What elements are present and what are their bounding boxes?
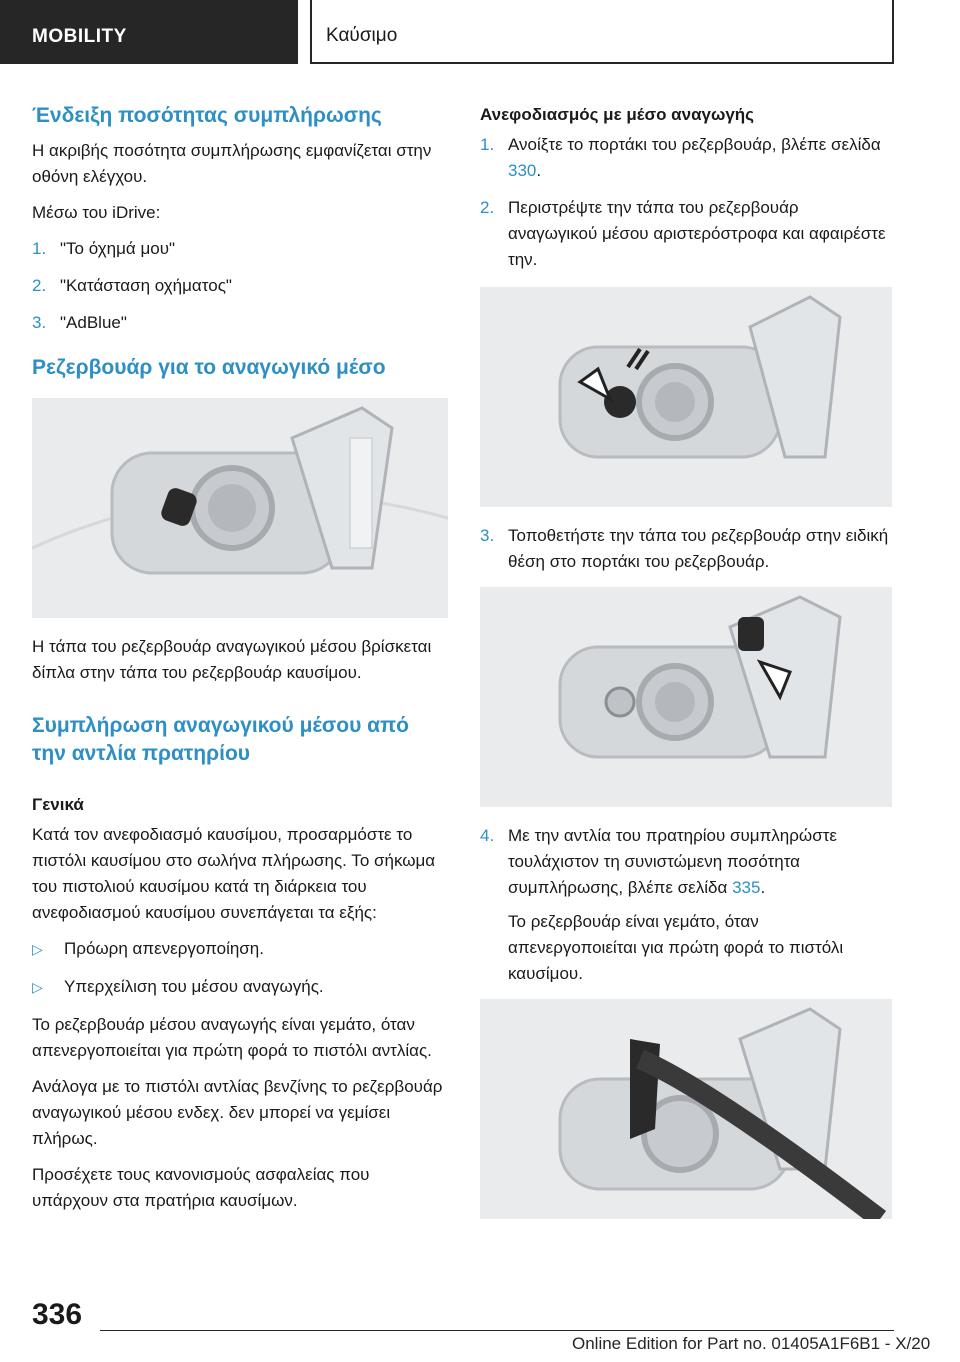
refuel-steps-a <box>480 132 892 273</box>
page-link-330[interactable]: 330 <box>508 161 537 180</box>
list-item: 2. Περιστρέψτε την τάπα του ρεζερβουάρ αναγωγικού μέσου αριστερόστροφα και αφαιρέστε την. <box>480 198 886 269</box>
left-column <box>32 102 448 1224</box>
list-item: 3. Τοποθετήστε την τάπα του ρεζερβουάρ στην ειδική θέση στο πορτάκι του ρεζερβουάρ. <box>480 526 889 571</box>
triangle-bullet-icon: ▷ <box>32 941 43 957</box>
chapter-tab <box>310 0 894 64</box>
photo-pump-nozzle <box>480 999 892 1219</box>
page-link-335[interactable]: 335 <box>732 878 761 897</box>
section-tab <box>0 0 298 64</box>
triangle-bullet-icon: ▷ <box>32 979 43 995</box>
list-item: ▷ Πρόωρη απενεργοποίηση. <box>32 936 448 962</box>
list-item: ▷ Υπερχείλιση του μέσου αναγωγής. <box>32 974 448 1000</box>
list-item: 3. "AdBlue" <box>32 313 127 332</box>
text-idrive: Μέσω του iDrive: <box>32 203 161 222</box>
list-item: 2. "Κατάσταση οχήματος" <box>32 276 232 295</box>
text-safety: Προσέχετε τους κανονισμούς ασφαλείας που υπάρχουν στα πρατήρια καυσίμων. <box>32 1165 370 1210</box>
footer-divider <box>100 1330 894 1331</box>
text-general: Κατά τον ανεφοδιασμό καυσίμου, προσαρμόστε το πιστόλι καυσίμου στο σωλήνα πλήρωσης. Το σήκωμα του πιστολιού καυσίμου κατά τη διάρκεια του ανεφοδιασμού καυσίμου συνεπάγεται τα εξής: <box>32 825 436 922</box>
photo-reservoir-caps <box>32 398 448 618</box>
idrive-steps <box>32 236 448 336</box>
page-number: 336 <box>32 1298 83 1331</box>
chapter-title: Καύσιμο <box>326 25 398 46</box>
heading-pump: Συμπλήρωση αναγωγικού μέσου από την αντλία πρατηρίου <box>32 714 409 765</box>
subheading-general: Γενικά <box>32 795 84 814</box>
heading-refuel: Ανεφοδιασμός με μέσο αναγωγής <box>480 105 755 124</box>
text-full: Το ρεζερβουάρ μέσου αναγωγής είναι γεμάτο, όταν απενεργοποιείται για πρώτη φορά το πιστόλι αντλίας. <box>32 1015 432 1060</box>
general-bullets <box>32 936 448 1000</box>
right-column <box>480 102 892 1219</box>
edition-note: Online Edition for Part no. 01405A1F6B1 - X/20 <box>572 1334 931 1353</box>
text-full-note: Το ρεζερβουάρ είναι γεμάτο, όταν απενεργοποιείται για πρώτη φορά το πιστόλι καυσίμου. <box>508 912 844 983</box>
section-title: MOBILITY <box>32 26 127 47</box>
list-item: 4. Με την αντλία του πρατηρίου συμπληρώστε τουλάχιστον τη συνιστώμενη ποσότητα συμπλήρωσης, βλέπε σελίδα 335. Το ρεζερβουάρ είναι γεμάτο, όταν απενεργοποιείται για πρώτη φορά το πιστόλι καυσίμου. <box>480 823 892 987</box>
text-indicator: Η ακριβής ποσότητα συμπλήρωσης εμφανίζεται στην οθόνη ελέγχου. <box>32 141 432 186</box>
heading-indicator: Ένδειξη ποσότητας συμπλήρωσης <box>32 104 382 127</box>
photo-remove-cap <box>480 287 892 507</box>
photo-place-cap <box>480 587 892 807</box>
list-item: 1. Ανοίξτε το πορτάκι του ρεζερβουάρ, βλέπε σελίδα 330. <box>480 135 881 180</box>
refuel-steps-c <box>480 823 892 987</box>
text-petrol: Ανάλογα με το πιστόλι αντλίας βενζίνης το ρεζερβουάρ αναγωγικού μέσου ενδεχ. δεν μπορεί να γεμίσει πλήρως. <box>32 1077 443 1148</box>
refuel-steps-b <box>480 523 892 575</box>
text-reservoir: Η τάπα του ρεζερβουάρ αναγωγικού μέσου βρίσκεται δίπλα στην τάπα του ρεζερβουάρ καυσίμου. <box>32 637 432 682</box>
list-item: 1. "Το όχημά μου" <box>32 239 176 258</box>
heading-reservoir: Ρεζερβουάρ για το αναγωγικό μέσο <box>32 356 386 379</box>
